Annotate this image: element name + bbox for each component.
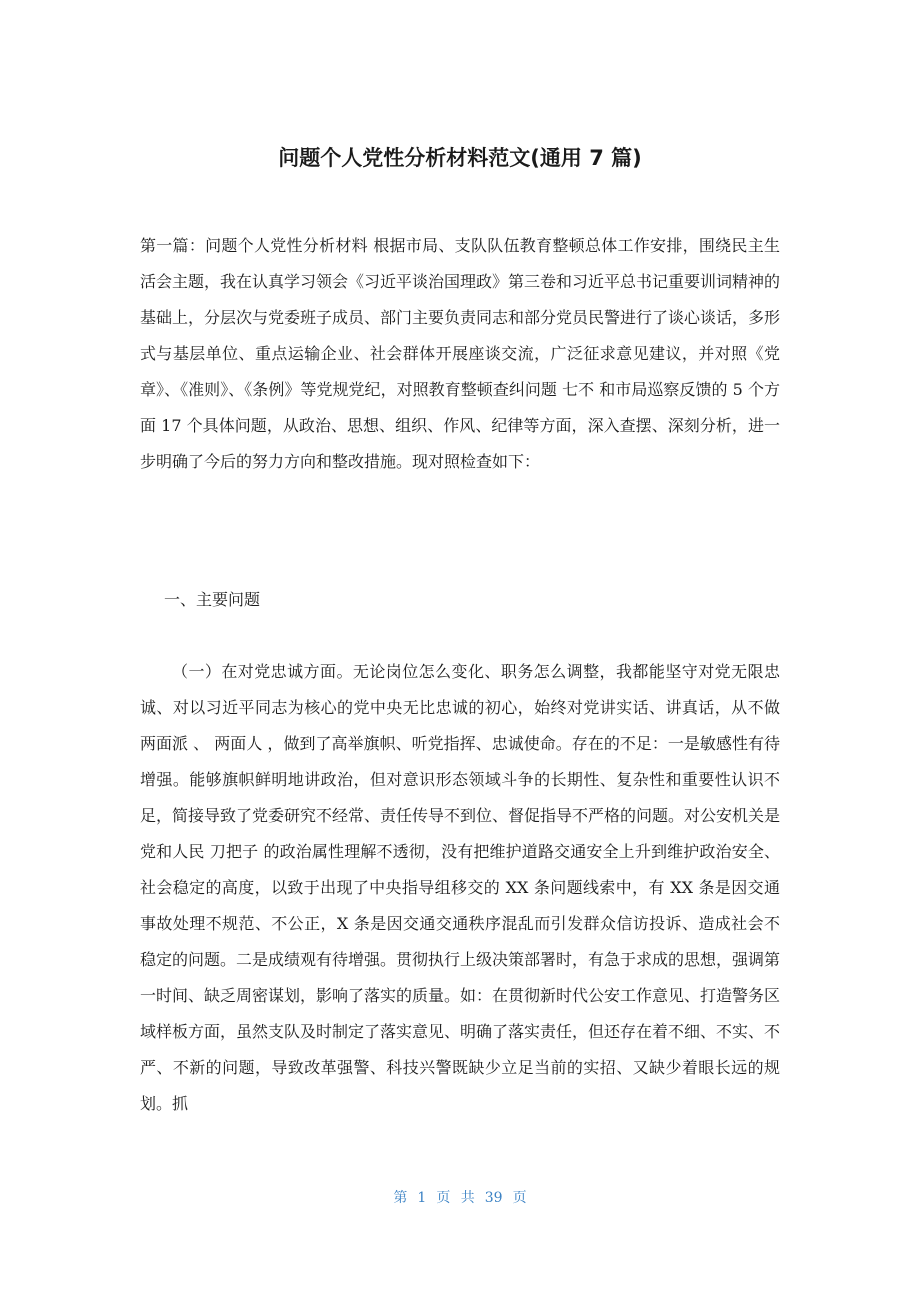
section-heading: 一、主要问题 — [164, 590, 261, 609]
footer-label-pages: 页 — [512, 1190, 527, 1206]
footer-label-of: 页 共 — [436, 1190, 475, 1206]
paragraph-intro: 第一篇：问题个人党性分析材料 根据市局、支队队伍教育整顿总体工作安排，围绕民主生活会主题，我在认真学习领会《习近平谈治国理政》第三卷和习近平总书记重要训词精神的基础上，分层次与党委班子成员、部门主要负责同志和部分党员民警进行了谈心谈话，多形式与基层单位、重点运输企业、社会群体开展座谈交流，广泛征求意见建议，并对照《党章》、《准则》、《条例》等党规党纪，对照教育整顿查纠问题 七不 和市局巡察反馈的 5 个方面 17 个具体问题，从政治、思想、组织、作风、纪律等方面，深入查摆、深刻分析，进一步明确了今后的努力方向和整改措施。现对照检查如下： — [140, 236, 781, 471]
footer-current-page: 1 — [417, 1190, 427, 1206]
footer-total-pages: 39 — [484, 1190, 503, 1206]
document-title: 问题个人党性分析材料范文(通用 7 篇) — [278, 146, 642, 170]
footer-label-page: 第 — [393, 1190, 408, 1206]
page-footer — [0, 1186, 920, 1210]
paragraph-loyalty: （一）在对党忠诚方面。无论岗位怎么变化、职务怎么调整，我都能坚守对党无限忠诚、对以习近平同志为核心的党中央无比忠诚的初心，始终对党讲实话、讲真话，从不做 两面派 、 两面人 ，做到了高举旗帜、听党指挥、忠诚使命。存在的不足：一是敏感性有待增强。能够旗帜鲜明地讲政治，但对意识形态领域斗争的长期性、复杂性和重要性认识不足，简接导致了党委研究不经常、责任传导不到位、督促指导不严格的问题。对公安机关是党和人民 刀把子 的政治属性理解不透彻，没有把维护道路交通安全上升到维护政治安全、社会稳定的高度，以致于出现了中央指导组移交的 XX 条问题线索中，有 XX 条是因交通事故处理不规范、不公正，X 条是因交通交通秩序混乱而引发群众信访投诉、造成社会不稳定的问题。二是成绩观有待增强。贯彻执行上级决策部署时，有急于求成的思想，强调第一时间、缺乏周密谋划，影响了落实的质量。如：在贯彻新时代公安工作意见、打造警务区域样板方面，虽然支队及时制定了落实意见、明确了落实责任，但还存在着不细、不实、不严、不新的问题，导致改革强警、科技兴警既缺少立足当前的实招、又缺少着眼长远的规划。抓 — [140, 662, 781, 1113]
